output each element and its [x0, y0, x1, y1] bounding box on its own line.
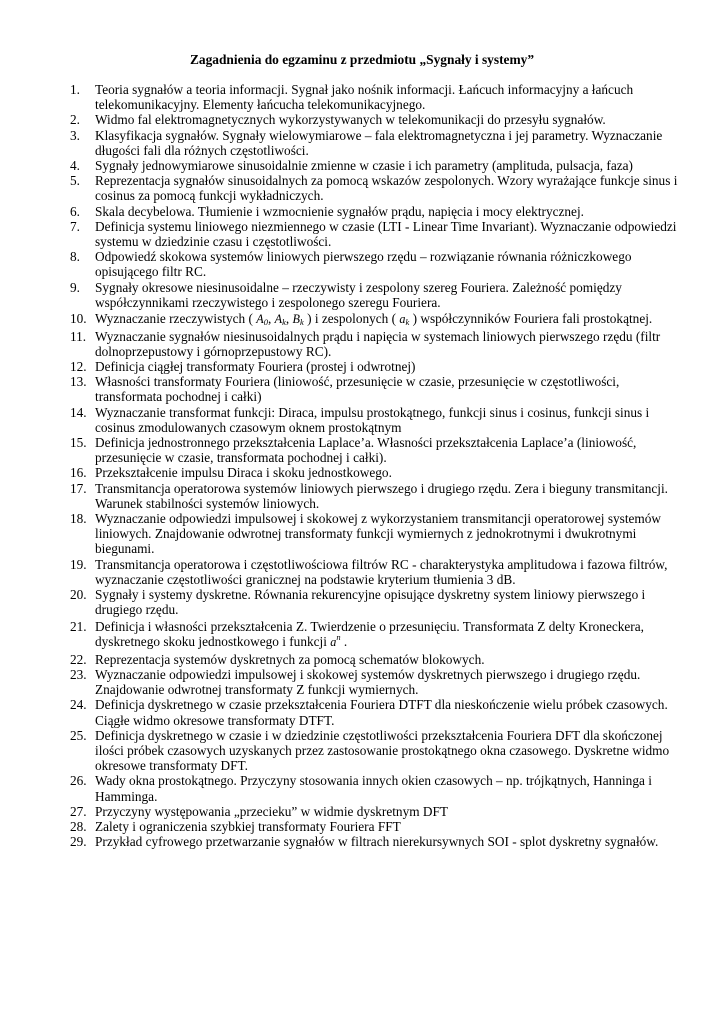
item-text: Wyznaczanie odpowiedzi impulsowej i skokowej z wykorzystaniem transmitancji operatorowej systemów liniowych. Znajdowanie odwrotnej transformaty funkcji wymiernych z jednokrotnymi i dwukrotnymi biegunami.: [95, 511, 662, 557]
item-number: 14.: [70, 404, 87, 420]
list-item: [70, 280, 680, 310]
item-number: 19.: [70, 556, 87, 572]
list-item: [70, 219, 680, 249]
item-number: 6.: [70, 203, 80, 219]
document-title: Zagadnienia do egzaminu z przedmiotu „Sygnały i systemy”: [189, 52, 535, 67]
item-text-part: Wyznaczanie rzeczywistych (: [95, 311, 257, 327]
item-number: 28.: [70, 818, 87, 834]
item-text: Przyczyny występowania „przecieku” w widmie dyskretnym DFT: [95, 803, 449, 819]
item-text: Sygnały okresowe niesinusoidalne – rzeczywisty i zespolony szereg Fouriera. Zależność pomiędzy współczynnikami rzeczywistego i zespolonego szeregu Fouriera.: [95, 279, 622, 310]
item-number: 12.: [70, 359, 87, 375]
item-number: 5.: [70, 173, 80, 189]
list-item: [70, 82, 680, 112]
list-item: [70, 310, 680, 329]
item-number: 7.: [70, 218, 80, 234]
list-item: [70, 834, 680, 849]
item-text: Definicja dyskretnego w czasie i w dziedzinie częstotliwości przekształcenia Fouriera DFT dla skończonej ilości próbek czasowych uzyskanych przez zastosowanie prostokątnego okna czasowego. Dyskretne widmo okresowe transformaty DFT.: [95, 727, 670, 774]
item-text: Własności transformaty Fouriera (liniowość, przesunięcie w czasie, przesunięcie w częstotliwości, transformata pochodnej i całki): [95, 374, 620, 405]
list-item: [70, 465, 680, 480]
item-text: Definicja jednostronnego przekształcenia Laplace’a. Własności przekształcenia Laplace’a (liniowość, przesunięcie w czasie, transformata pochodnej i całki).: [95, 435, 637, 466]
item-text: Definicja ciągłej transformaty Fouriera (prostej i odwrotnej): [95, 359, 416, 375]
item-number: 16.: [70, 465, 87, 481]
item-text: Definicja systemu liniowego niezmiennego w czasie (LTI - Linear Time Invariant). Wyznaczanie odpowiedzi systemu w dziedzinie czasu i częstotliwości.: [95, 218, 677, 250]
list-item: [70, 329, 680, 359]
list-item: [70, 359, 680, 374]
item-text: Widmo fal elektromagnetycznych wykorzystywanych w telekomunikacji do przesyłu sygnałów.: [95, 112, 606, 128]
item-number: 9.: [70, 279, 80, 295]
exam-topics-list: [70, 82, 680, 849]
item-text: Klasyfikacja sygnałów. Sygnały wielowymiarowe – fala elektromagnetyczna i jej parametry. Wyznaczanie długości fali dla różnych częstotliwości.: [95, 127, 663, 158]
item-text: Reprezentacja systemów dyskretnych za pomocą schematów blokowych.: [95, 651, 485, 667]
item-text-part: Definicja i własności przekształcenia Z. Twierdzenie o przesunięciu. Transformata Z delty Kroneckera, dyskretnego skoku jednostkowego i funkcji: [95, 618, 644, 650]
item-text: Wyznaczanie odpowiedzi impulsowej i skokowej systemów dyskretnych pierwszego i drugiego rzędu. Znajdowanie odwrotnej transformaty Z funkcji wymiernych.: [95, 666, 641, 698]
list-item: [70, 618, 680, 652]
item-number: 8.: [70, 249, 80, 265]
item-text-part: ) i zespolonych (: [303, 311, 400, 327]
list-item: [70, 819, 680, 834]
item-text: Definicja dyskretnego w czasie przekształcenia Fouriera DTFT dla nieskończenie wielu próbek czasowych. Ciągłe widmo okresowe transformaty DTFT.: [95, 697, 668, 728]
item-number: 2.: [70, 112, 80, 128]
list-item: [70, 112, 680, 127]
item-text: Reprezentacja sygnałów sinusoidalnych za pomocą wskazów zespolonych. Wzory wyrażające funkcje sinus i cosinus za pomocą funkcji wykładniczych.: [95, 173, 678, 204]
item-number: 22.: [70, 651, 87, 667]
item-text: Sygnały jednowymiarowe sinusoidalnie zmienne w czasie i ich parametry (amplituda, pulsacja, faza): [95, 158, 633, 174]
list-item: [70, 652, 680, 667]
list-item: [70, 173, 680, 203]
item-number: 24.: [70, 697, 87, 713]
item-text: Zalety i ograniczenia szybkiej transformaty Fouriera FFT: [95, 818, 401, 834]
math-separator: ,: [267, 311, 275, 327]
item-number: 23.: [70, 666, 87, 682]
item-number: 10.: [70, 311, 87, 327]
list-item: [70, 481, 680, 511]
list-item: [70, 728, 680, 774]
math-coefficient-ak-complex: $a_k$: [399, 312, 410, 328]
list-item: [70, 697, 680, 727]
item-number: 20.: [70, 587, 87, 603]
list-item: [70, 204, 680, 219]
math-separator: ,: [285, 311, 293, 327]
list-item: [70, 158, 680, 173]
math-coefficient-bk: $B_k$: [292, 312, 304, 328]
list-item: [70, 667, 680, 697]
item-number: 1.: [70, 82, 80, 97]
item-number: 3.: [70, 127, 80, 143]
math-coefficient-ak: $A_k$: [274, 312, 286, 328]
item-number: 4.: [70, 158, 80, 174]
item-text: Transmitancja operatorowa i częstotliwościowa filtrów RC - charakterystyka amplitudowa i fazowa filtrów, wyznaczanie częstotliwości granicznej na podstawie kryterium tłumienia 3 dB.: [95, 556, 668, 587]
list-item: [70, 128, 680, 158]
list-item: [70, 374, 680, 404]
list-item: [70, 557, 680, 587]
item-number: 21.: [70, 618, 87, 634]
list-item: [70, 773, 680, 803]
item-number: 11.: [70, 328, 87, 344]
math-coefficient-a0: $A_0$: [256, 312, 268, 328]
item-text-part: .: [340, 634, 348, 650]
list-item: [70, 511, 680, 557]
item-number: 15.: [70, 435, 87, 451]
item-text: Przekształcenie impulsu Diraca i skoku jednostkowego.: [95, 465, 392, 481]
list-item: [70, 249, 680, 279]
item-number: 29.: [70, 834, 87, 850]
list-item: [70, 405, 680, 435]
item-text: Skala decybelowa. Tłumienie i wzmocnienie sygnałów prądu, napięcia i mocy elektrycznej.: [95, 203, 584, 219]
item-text: Teoria sygnałów a teoria informacji. Sygnał jako nośnik informacji. Łańcuch informacyjny a łańcuch telekomunikacyjny. Elementy łańcucha telekomunikacyjnego.: [95, 82, 634, 113]
item-text-part: ) współczynników Fouriera fali prostokątnej.: [409, 311, 653, 327]
item-text: Odpowiedź skokowa systemów liniowych pierwszego rzędu – rozwiązanie równania różniczkowego opisującego filtr RC.: [95, 249, 632, 280]
item-number: 27.: [70, 803, 87, 819]
item-text: Przykład cyfrowego przetwarzanie sygnałów w filtrach nierekursywnych SOI - splot dyskretny sygnałów.: [95, 834, 659, 850]
list-item: [70, 587, 680, 617]
item-number: 13.: [70, 374, 87, 390]
list-item: [70, 435, 680, 465]
item-text: Wady okna prostokątnego. Przyczyny stosowania innych okien czasowych – np. trójkątnych, Hanninga i Hamminga.: [95, 773, 652, 804]
math-power-a-n: $a^n$: [330, 632, 341, 650]
item-text: Sygnały i systemy dyskretne. Równania rekurencyjne opisujące dyskretny system liniowy pierwszego i drugiego rzędu.: [95, 587, 646, 618]
item-number: 18.: [70, 511, 87, 527]
item-text: Transmitancja operatorowa systemów liniowych pierwszego i drugiego rzędu. Zera i bieguny transmitancji. Warunek stabilności systemów liniowych.: [95, 480, 668, 511]
item-text: Wyznaczanie transformat funkcji: Diraca, impulsu prostokątnego, funkcji sinus i cosinus, funkcji sinus i cosinus zmodulowanych czasowym oknem prostokątnym: [95, 404, 650, 435]
list-item: [70, 804, 680, 819]
item-number: 17.: [70, 480, 87, 496]
item-text: Wyznaczanie sygnałów niesinusoidalnych prądu i napięcia w systemach liniowych pierwszego rzędu (filtr dolnoprzepustowy i górnoprzepustowy RC).: [95, 328, 661, 359]
item-number: 25.: [70, 727, 87, 743]
item-number: 26.: [70, 773, 87, 789]
